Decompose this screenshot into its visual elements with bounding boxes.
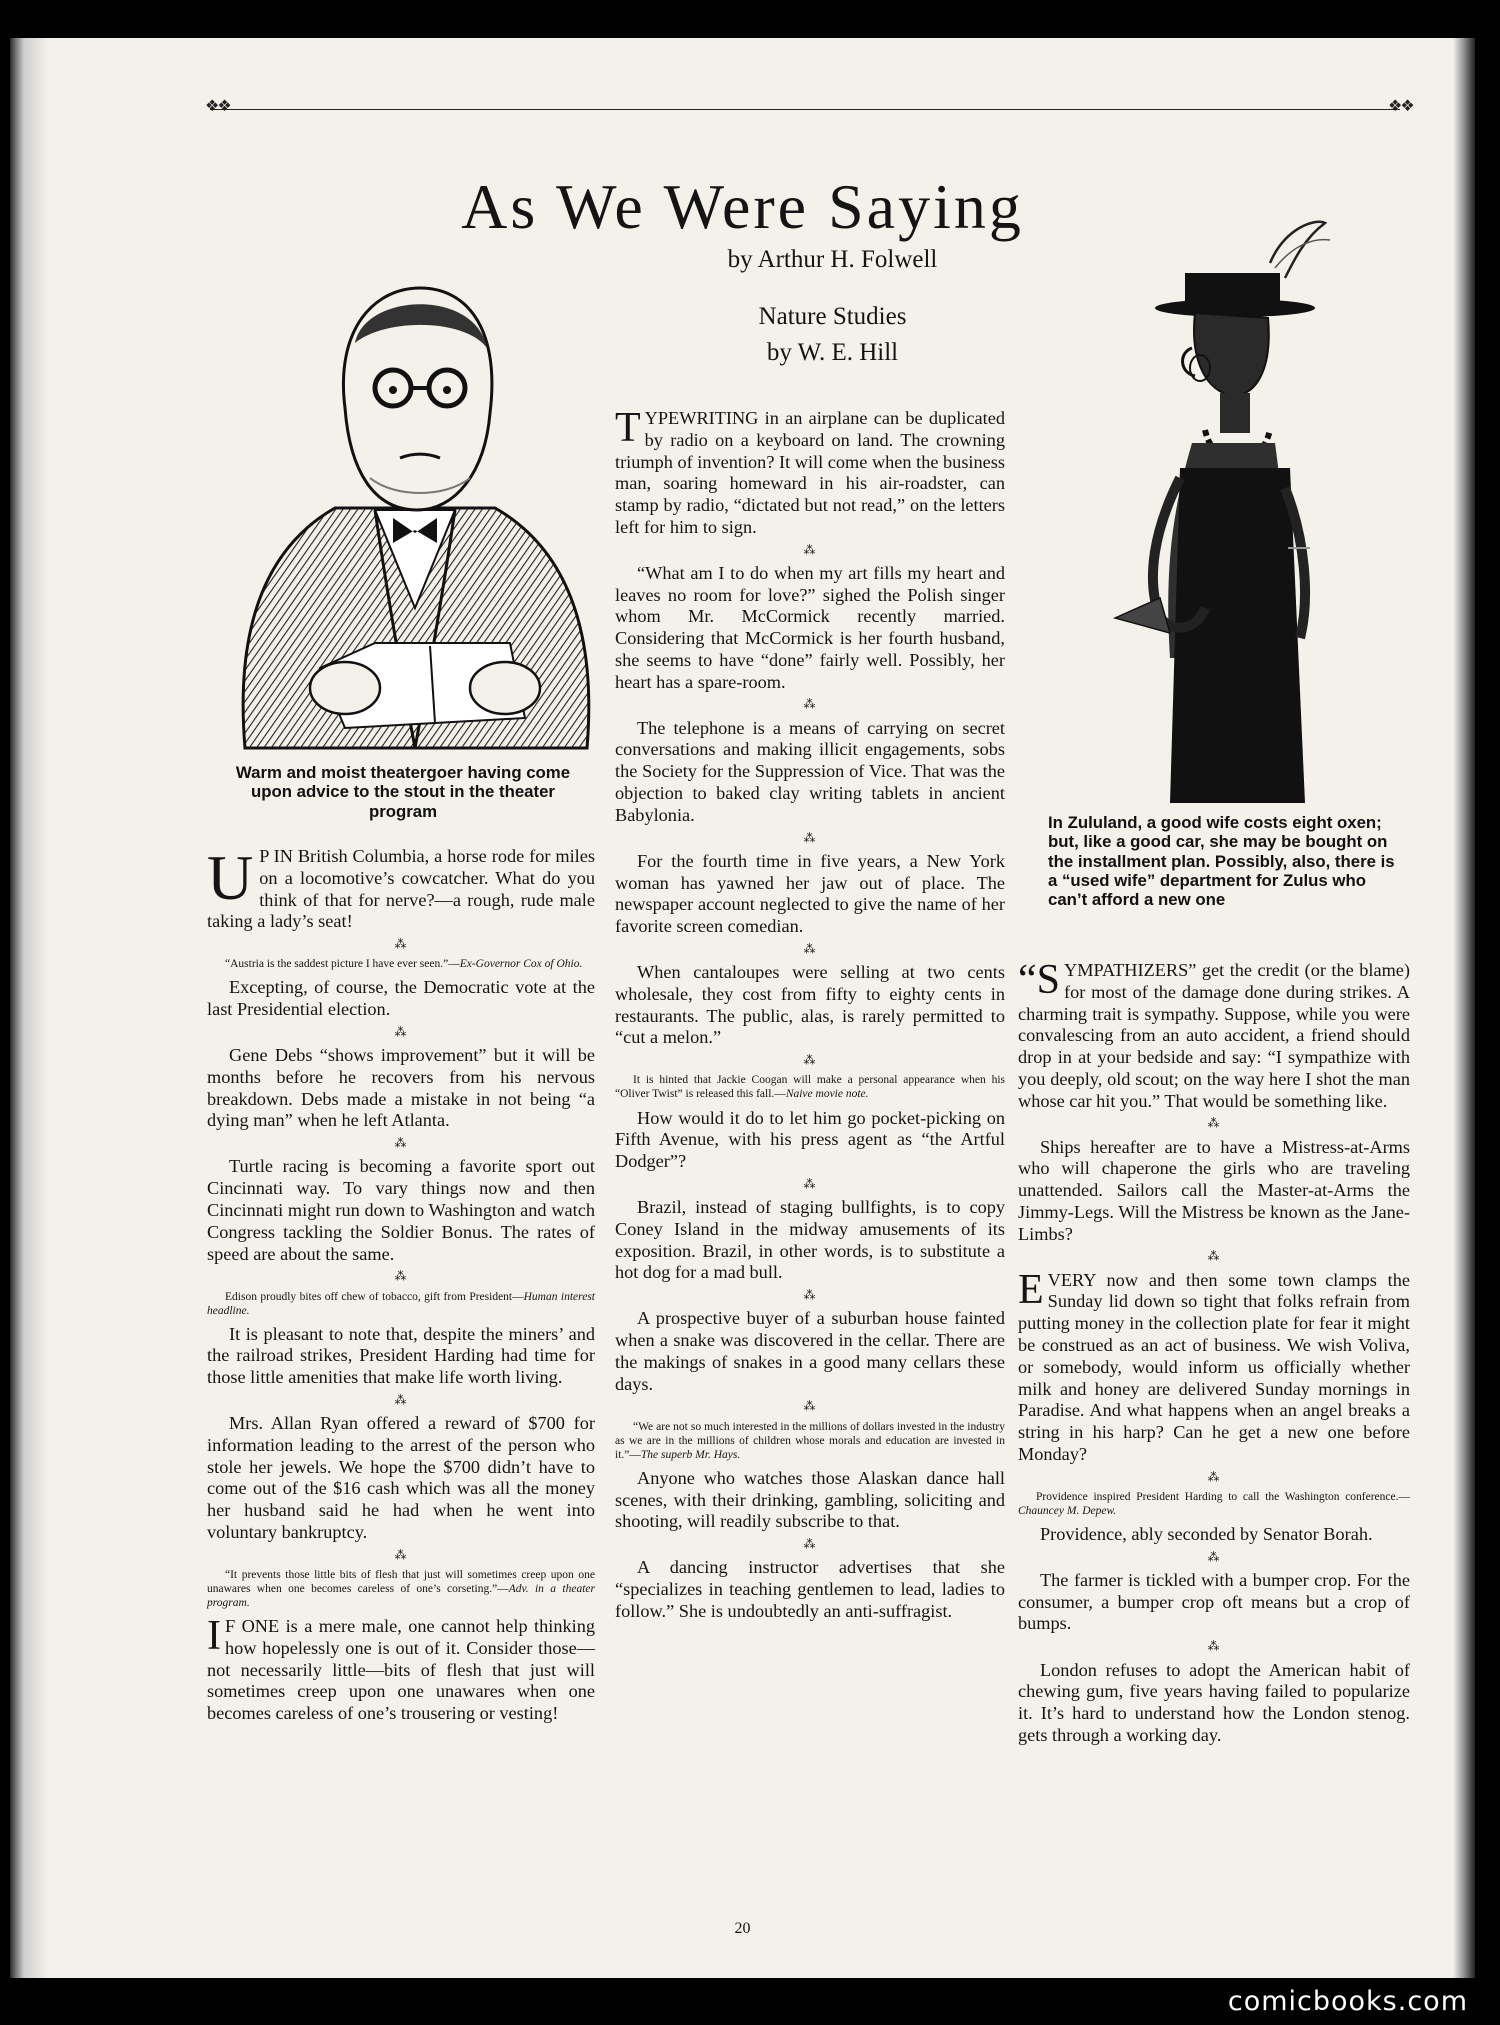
paragraph: Providence, ably seconded by Senator Borah. [1040,1523,1373,1544]
separator-stars: ⁂ [394,1024,408,1039]
paragraph: Turtle racing is becoming a favorite sport out Cincinnati way. To vary things now and then Cincinnati might run down to Washington and watch Congress tackling the Soldier Bonus. The rates of speed are about the same. [207,1156,595,1264]
separator-stars: ⁂ [803,1537,817,1552]
separator-stars: ⁂ [394,1136,408,1151]
paragraph: I F ONE is a mere male, one cannot help thinking how hopelessly one is out of it. Consider those—not necessarily little—bits of flesh that just will sometimes creep upon one unawares when one becomes careless of one’s trousering or vesting! [207,1613,595,1724]
theatergoer-illustration [225,248,605,753]
zulu-woman-illustration [1100,218,1350,803]
separator-stars: ⁂ [394,1392,408,1407]
illustrator-credit: by W. E. Hill [766,339,899,366]
quotation: It is hinted that Jackie Coogan will make a personal appearance when his “Oliver Twist” is released this fall.—Naive movie note. [615,1074,1005,1101]
page-title: As We Were Saying [461,171,1024,242]
paragraph: U P IN British Columbia, a horse rode for miles on a locomotive’s cowcatcher. What do you think of that for nerve?—a rough, rude male taking a lady’s seat! [207,842,595,932]
paragraph: When cantaloupes were selling at two cents wholesale, they cost from fifty to eighty cents in restaurants. The public, alas, is rarely permitted to “cut a melon.” [615,962,1005,1048]
separator-stars: ⁂ [803,542,817,557]
separator-stars: ⁂ [803,697,817,712]
paragraph: Brazil, instead of staging bullfights, is to copy Coney Island in the midway amusements of its exposition. Brazil, in other words, is to substitute a hot dog for a mad bull. [615,1197,1005,1283]
ornament-left: ❖❖ [205,98,230,115]
zululand-caption: In Zululand, a good wife costs eight oxen; but, like a good car, she may be bought on the installment plan. Possibly, also, there is a “used wife” department for Zulus who can’t afford a new one [1048,813,1395,910]
quotation: “It prevents those little bits of flesh that just will sometimes creep upon one unawares when one becomes careless of one’s corseting.”—Adv. in a theater program. [207,1569,595,1610]
paragraph: TYPEWRITING in an airplane can be duplicated by radio on a keyboard on land. The crowning triumph of invention? It will come when the business man, soaring homeward in his air-roadster, can stamp by radio, “dictated but not read,” on the letters left for him to sign. [615,405,1005,537]
paragraph: The telephone is a means of carrying on secret conversations and making illicit engagements, sobs the Society for the Suppression of Vice. That was the objection to baked clay writing tablets in ancient Babylonia. [615,717,1005,825]
paragraph: Excepting, of course, the Democratic vote at the last Presidential election. [207,977,595,1020]
paragraph: Gene Debs “shows improvement” but it will be months before he recovers from his nervous breakdown. Debs made a mistake in not being “a dying man” when he left Atlanta. [207,1045,595,1131]
paragraph: It is pleasant to note that, despite the miners’ and the railroad strikes, President Harding had time for those little amenities that make life worth living. [207,1323,595,1388]
paragraph: The farmer is tickled with a bumper crop. For the consumer, a bumper crop oft means but a crop of bumps. [1018,1569,1410,1634]
drop-cap: “S [1018,957,1060,1003]
magazine-page [10,38,1475,1978]
paragraph: EVERY now and then some town clamps the Sunday lid down so tight that folks refrain from putting money in the collection plate for fear it might be construed as an act of business. We wish Voliva, or somebody, would inform us officially whether milk and honey are delivered Sunday mornings in Paradise. And what happens when an angel breaks a string in his harp? Can he get a new one before Monday? [1018,1266,1410,1464]
separator-stars: ⁂ [394,1269,408,1284]
paragraph: Mrs. Allan Ryan offered a reward of $700 for information leading to the arrest of the person who stole her jewels. We hope the $700 didn’t have to come out of the $16 cash which was all the money her husband said he had when he went into voluntary bankruptcy. [207,1413,595,1542]
byline: by Arthur H. Folwell [727,246,938,273]
separator-stars: ⁂ [803,1176,817,1191]
column-right [1018,957,1410,1751]
separator-stars: ⁂ [1207,1249,1221,1264]
paragraph: How would it do to let him go pocket-picking on Fifth Avenue, with his press agent as “the Artful Dodger”? [615,1107,1005,1172]
drop-cap: E [1018,1266,1044,1313]
quotation: Edison proudly bites off chew of tobacco, gift from President—Human interest headline. [207,1290,595,1317]
theatergoer-caption: Warm and moist theatergoer having come upon advice to the stout in the theater program [235,763,571,821]
separator-stars: ⁂ [394,937,408,952]
separator-stars: ⁂ [803,1288,817,1303]
paragraph: “SYMPATHIZERS” get the credit (or the blame) for most of the damage done during strikes. A charming trait is sympathy. Suppose, while you were convalescing from an auto accident, a friend should drop in at your bedside and say: “I sympathize with you deeply, old scout; on the way here I shot the man whose car hit you.” That would be something like. [1018,957,1410,1111]
book-binding-shadow [10,38,48,1978]
paragraph: A dancing instructor advertises that she “specializes in teaching gentlemen to lead, ladies to follow.” She is undoubtedly an anti-suffragist. [615,1557,1005,1621]
paragraph: For the fourth time in five years, a New York woman has yawned her jaw out of place. The newspaper account neglected to give the name of her favorite screen comedian. [615,850,1005,937]
drop-cap: T [615,405,641,451]
page-edge-shadow [1453,38,1475,1978]
header-rule [210,109,1400,110]
quotation: “Austria is the saddest picture I have ever seen.”—Ex-Governor Cox of Ohio. [225,958,583,971]
column-left [207,842,595,1729]
separator-stars: ⁂ [803,830,817,845]
quotation: Providence inspired President Harding to call the Washington conference.—Chauncey M. Depew. [1018,1490,1410,1517]
paragraph: London refuses to adopt the American habit of chewing gum, five years having failed to popularize it. It’s hard to understand how the London stenog. gets through a working day. [1018,1659,1410,1745]
paragraph: Anyone who watches those Alaskan dance hall scenes, with their drinking, gambling, soliciting and shooting, will readily subscribe to that. [615,1467,1005,1532]
paragraph: Ships hereafter are to have a Mistress-at-Arms who will chaperone the girls who are traveling unattended. Sailors call the Master-at-Arms the Jimmy-Legs. Will the Mistress be known as the Jane-Limbs? [1018,1136,1410,1244]
quotation: “We are not so much interested in the millions of dollars invested in the industry as we are in the millions of children whose morals and education are invested in it.”—The superb Mr. Hays. [615,1420,1005,1461]
separator-stars: ⁂ [1207,1116,1221,1131]
separator-stars: ⁂ [1207,1639,1221,1654]
separator-stars: ⁂ [803,1053,817,1068]
column-middle [615,405,1005,1627]
separator-stars: ⁂ [1207,1469,1221,1484]
paragraph: A prospective buyer of a suburban house fainted when a snake was discovered in the cellar. There are the makings of snakes in a good many cellars these days. [615,1308,1005,1394]
page-number: 20 [734,1920,751,1937]
separator-stars: ⁂ [803,941,817,956]
ornament-right: ❖❖ [1388,98,1413,115]
drop-cap: U [207,842,254,913]
paragraph: “What am I to do when my art fills my heart and leaves no room for love?” sighed the Polish singer whom Mr. McCormick recently married. Considering that McCormick is her fourth husband, she seems to have “done” fairly well. Possibly, her heart has a spare-room. [615,562,1005,692]
separator-stars: ⁂ [1207,1549,1221,1564]
drop-cap: I [207,1613,221,1660]
subtitle: Nature Studies [758,303,907,330]
watermark: comicbooks.com [1227,1986,1468,2017]
separator-stars: ⁂ [803,1399,817,1414]
separator-stars: ⁂ [394,1547,408,1562]
